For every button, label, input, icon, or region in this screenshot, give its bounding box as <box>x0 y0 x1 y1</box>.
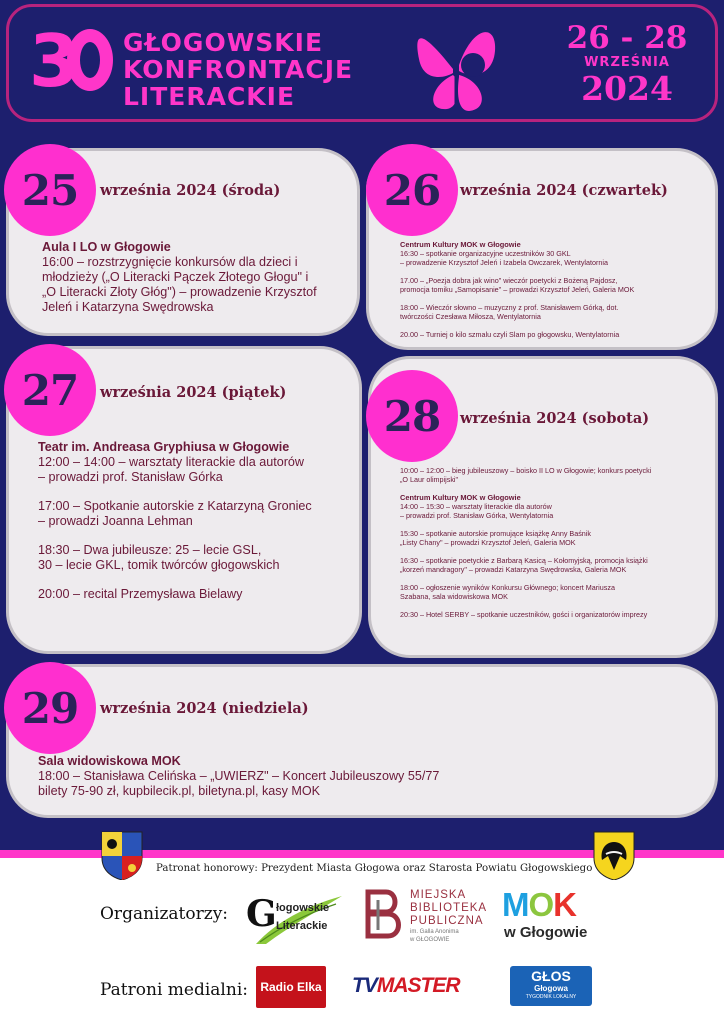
day-title-26: września 2024 (czwartek) <box>460 182 668 199</box>
day-badge-26: 26 <box>366 144 458 236</box>
program-line: – prowadzi prof. Stanisław Górka, Wentylatornia <box>400 511 554 520</box>
media-patrons-label: Patroni medialni: <box>100 980 248 1000</box>
venue: Sala widowiskowa MOK <box>38 754 181 768</box>
library-line: w GŁOGOWIE <box>410 937 450 943</box>
venue: Aula I LO w Głogowie <box>42 240 171 254</box>
day-title-29: września 2024 (niedziela) <box>100 700 309 717</box>
tvmaster-master: MASTER <box>376 974 460 997</box>
day-program-25 <box>42 240 352 315</box>
festival-dates <box>547 21 707 107</box>
radio-elka-logo <box>256 966 326 1008</box>
day-title-25: września 2024 (środa) <box>100 182 281 199</box>
county-crest-icon <box>592 830 636 880</box>
program-line: „O Laur olimpijski" <box>400 475 459 484</box>
glg-line: łogowskie <box>276 902 330 914</box>
program-line: 20:30 – Hotel SERBY – spotkanie uczestników, gości i organizatorów imprezy <box>400 610 648 619</box>
library-logo-icon <box>364 888 406 940</box>
program-line: 17.00 – „Poezja dobra jak wino" wieczór poetycki z Bożeną Pajdosz, <box>400 276 618 285</box>
library-line: im. Galla Anonima <box>410 929 459 935</box>
program-line: 18:30 – Dwa jubileusze: 25 – lecie GSL, <box>38 543 262 557</box>
day-badge-28: 28 <box>366 370 458 462</box>
venue: Centrum Kultury MOK w Głogowie <box>400 493 521 502</box>
day-badge-29: 29 <box>4 662 96 754</box>
tvmaster-tv: TV <box>352 974 377 997</box>
program-line: – prowadzi Joanna Lehman <box>38 514 193 528</box>
honorary-patronage: Patronat honorowy: Prezydent Miasta Głogowa oraz Starosta Powiatu Głogowskiego <box>156 863 593 874</box>
day-program-28 <box>400 466 714 619</box>
library-name <box>410 889 487 944</box>
festival-name-line3: LITERACKIE <box>123 82 296 111</box>
festival-name <box>123 29 353 110</box>
venue: Teatr im. Andreasa Gryphiusa w Głogowie <box>38 440 290 454</box>
program-line: 14:00 – 15:30 – warsztaty literackie dla autorów <box>400 502 552 511</box>
day-program-27 <box>38 440 356 602</box>
program-line: 15:30 – spotkanie autorskie promujące książkę Anny Baśnik <box>400 529 591 538</box>
glos-line: GŁOS <box>531 968 571 984</box>
program-line: Jeleń i Katarzyna Swędrowska <box>42 300 214 314</box>
glogowskie-literackie-text <box>276 902 329 932</box>
program-line: 20.00 – Turniej o kilo szmalu czyli Slam po głogowsku, Wentylatornia <box>400 330 620 339</box>
program-line: 16:30 – spotkanie organizacyjne uczestników 30 GKL <box>400 249 571 258</box>
day-program-26 <box>400 240 712 339</box>
festival-name-line2: KONFRONTACJE <box>123 55 354 84</box>
program-line: 16:00 – rozstrzygnięcie konkursów dla dzieci i <box>42 255 298 269</box>
program-line: 16:30 – spotkanie poetyckie z Barbarą Kasicą – Kołomyjską, promocja książki <box>400 556 648 565</box>
program-line: „Listy Chany" – prowadzi Krzysztof Jeleń, Galeria MOK <box>400 538 576 547</box>
library-line: MIEJSKA <box>410 889 467 901</box>
radio-elka-text: Radio Elka <box>260 980 322 994</box>
day-program-29 <box>38 754 638 799</box>
organizers-label: Organizatorzy: <box>100 904 229 924</box>
day-badge-25: 25 <box>4 144 96 236</box>
program-line: twórczości Czesława Miłosza, Wentylatornia <box>400 312 541 321</box>
program-line: 30 – lecie GKL, tomik twórców głogowskich <box>38 558 280 572</box>
tvmaster-logo <box>352 974 460 998</box>
program-line: „O Literacki Złoty Głóg") – prowadzenie Krzysztof <box>42 285 317 299</box>
festival-header <box>6 4 718 122</box>
festival-days: 26 - 28 <box>566 20 688 56</box>
festival-name-line1: GŁOGOWSKIE <box>123 28 324 57</box>
program-line: – prowadzi prof. Stanisław Górka <box>38 470 223 484</box>
program-line: 18:00 – Stanisława Celińska – „UWIERZ" – Koncert Jubileuszowy 55/77 <box>38 769 440 783</box>
glos-line: Głogowa <box>534 984 568 993</box>
program-line: młodzieży („O Literacki Pączek Złotego Głogu" i <box>42 270 309 284</box>
venue: Centrum Kultury MOK w Głogowie <box>400 240 521 249</box>
library-line: BIBLIOTEKA <box>410 902 488 914</box>
library-line: PUBLICZNA <box>410 915 484 927</box>
program-line: 10:00 – 12:00 – bieg jubileuszowy – boisko II LO w Głogowie; konkurs poetycki <box>400 466 652 475</box>
program-line: 17:00 – Spotkanie autorskie z Katarzyną Groniec <box>38 499 312 513</box>
mok-logo: MOK <box>502 886 577 923</box>
svg-text:G: G <box>246 893 277 935</box>
day-badge-27: 27 <box>4 344 96 436</box>
program-line: „korzeń mandragory" – prowadzi Katarzyna Swędrowska, Galeria MOK <box>400 565 627 574</box>
mok-subtitle: w Głogowie <box>504 924 588 941</box>
program-line: bilety 75-90 zł, kupbilecik.pl, biletyna.pl, kasy MOK <box>38 784 321 798</box>
program-line: Szabana, sala widowiskowa MOK <box>400 592 508 601</box>
program-line: 12:00 – 14:00 – warsztaty literackie dla autorów <box>38 455 305 469</box>
city-crest-icon <box>100 830 144 880</box>
program-line: – prowadzenie Krzysztof Jeleń i Izabela Owczarek, Wentylatornia <box>400 258 609 267</box>
day-title-27: września 2024 (piątek) <box>100 384 287 401</box>
festival-number-logo: 3 <box>29 25 113 97</box>
program-line: 18:00 – Wieczór słowno – muzyczny z prof. Stanisławem Górką, dot. <box>400 303 619 312</box>
butterfly-icon <box>413 21 499 117</box>
festival-year: 2024 <box>581 69 673 108</box>
program-line: 18:00 – ogłoszenie wyników Konkursu Głównego; koncert Mariusza <box>400 583 615 592</box>
glos-line: TYGODNIK LOKALNY <box>525 994 577 1000</box>
glg-line: Literackie <box>276 920 328 932</box>
day-title-28: września 2024 (sobota) <box>460 410 650 427</box>
program-line: 20:00 – recital Przemysława Bielawy <box>38 587 243 601</box>
program-line: promocja tomiku „Samopisanie" – prowadzi Krzysztof Jeleń, Galeria MOK <box>400 285 635 294</box>
glos-glogowa-logo <box>510 966 592 1006</box>
festival-month: WRZEŚNIA <box>584 55 670 70</box>
